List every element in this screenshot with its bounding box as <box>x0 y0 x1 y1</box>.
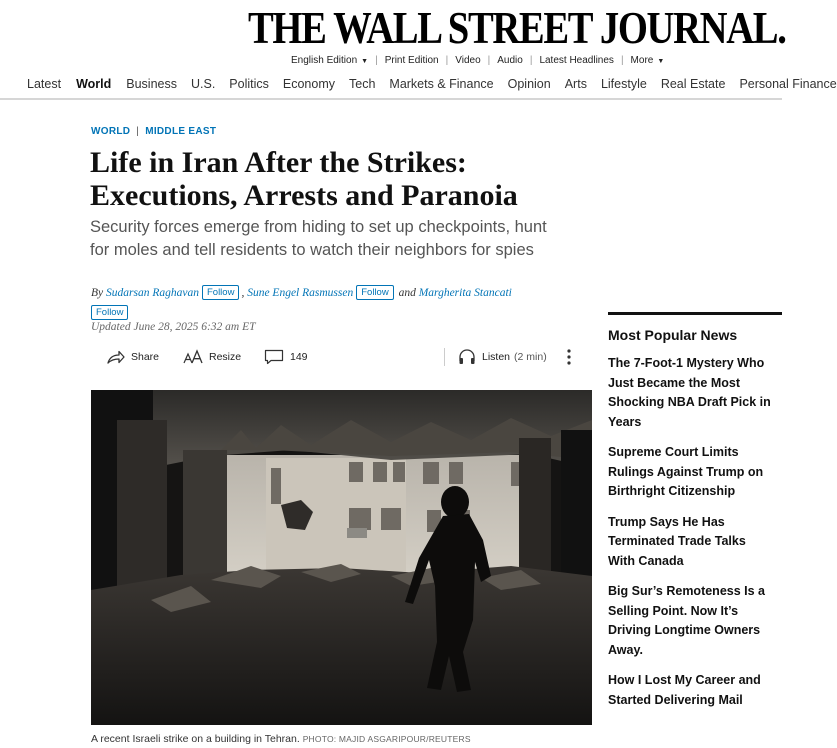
follow-button-3[interactable]: Follow <box>91 305 128 320</box>
latest-headlines-link[interactable]: Latest Headlines <box>539 54 614 66</box>
nav-item-markets-finance[interactable]: Markets & Finance <box>389 77 494 91</box>
follow-button-2[interactable]: Follow <box>356 285 393 300</box>
byline-and: and <box>398 287 416 299</box>
edition-selector[interactable] <box>291 55 368 66</box>
article-photo[interactable] <box>91 390 592 725</box>
caption-text: A recent Israeli strike on a building in Tehran. <box>91 733 300 745</box>
comment-count: 149 <box>290 351 308 363</box>
utility-divider: | <box>487 54 491 66</box>
edition-label: English Edition <box>291 54 358 66</box>
toolbar-divider <box>444 348 445 366</box>
audio-link[interactable]: Audio <box>497 54 523 66</box>
nav-item-politics[interactable]: Politics <box>229 77 269 91</box>
nav-item-world[interactable]: World <box>76 77 112 91</box>
nav-item-personal-finance[interactable]: Personal Finance <box>739 77 837 91</box>
text-resize-icon <box>183 350 203 364</box>
wsj-logo[interactable]: THE WALL STREET JOURNAL. <box>248 2 786 53</box>
share-button[interactable] <box>107 344 159 370</box>
vertical-ellipsis-icon <box>566 348 572 366</box>
nav-item-opinion[interactable]: Opinion <box>507 77 551 91</box>
byline-comma: , <box>241 287 245 299</box>
article-headline <box>90 146 570 212</box>
popular-item-2[interactable]: Supreme Court Limits Rulings Against Trump on Birthright Citizenship <box>608 445 764 498</box>
nav-item-business[interactable]: Business <box>126 77 177 91</box>
utility-divider: | <box>529 54 533 66</box>
utility-divider: | <box>620 54 624 66</box>
share-label: Share <box>131 351 160 363</box>
byline-prefix: By <box>91 287 104 299</box>
kicker-subsection-link[interactable]: MIDDLE EAST <box>145 126 217 137</box>
kicker-divider: | <box>136 126 140 137</box>
more-label: More <box>630 54 654 66</box>
byline <box>91 283 571 323</box>
utility-divider: | <box>445 54 449 66</box>
more-options-button[interactable] <box>566 344 578 370</box>
nav-item-real-estate[interactable]: Real Estate <box>660 77 726 91</box>
sidebar-title: Most Popular News <box>608 327 738 343</box>
more-menu[interactable] <box>631 55 665 66</box>
comments-button[interactable] <box>264 344 308 370</box>
headphones-icon <box>458 349 476 365</box>
headline-line-1: Life in Iran After the Strikes: <box>90 146 467 179</box>
author-link-3[interactable]: Margherita Stancati <box>418 287 512 299</box>
article-kicker <box>91 126 216 137</box>
share-icon <box>107 350 125 364</box>
listen-duration: (2 min) <box>514 351 547 363</box>
author-link-1[interactable]: Sudarsan Raghavan <box>106 287 199 299</box>
most-popular-sidebar <box>608 312 782 710</box>
author-link-2[interactable]: Sune Engel Rasmussen <box>247 287 354 299</box>
resize-button[interactable] <box>183 344 241 370</box>
resize-label: Resize <box>209 351 242 363</box>
caret-down-icon: ▼ <box>657 57 665 65</box>
follow-button-1[interactable]: Follow <box>202 285 239 300</box>
popular-item-5[interactable]: How I Lost My Career and Started Delivering Mail <box>608 673 761 707</box>
article-toolbar <box>91 344 581 370</box>
comment-icon <box>264 349 284 365</box>
caret-down-icon: ▼ <box>361 57 369 65</box>
popular-item-3[interactable]: Trump Says He Has Terminated Trade Talks With Canada <box>608 514 746 568</box>
popular-item-1[interactable]: The 7-Foot-1 Mystery Who Just Became the Most Shocking NBA Draft Pick in Years <box>608 356 771 429</box>
utility-bar <box>291 53 664 67</box>
nav-item-us[interactable]: U.S. <box>190 77 216 91</box>
nav-item-latest[interactable]: Latest <box>27 77 62 91</box>
nav-item-tech[interactable]: Tech <box>349 77 376 91</box>
sidebar-top-rule <box>608 312 782 315</box>
nav-item-economy[interactable]: Economy <box>282 77 335 91</box>
nav-item-lifestyle[interactable]: Lifestyle <box>600 77 647 91</box>
updated-timestamp: Updated June 28, 2025 6:32 am ET <box>91 321 256 333</box>
photo-caption <box>91 733 471 745</box>
listen-button[interactable] <box>458 344 547 370</box>
headline-line-2: Executions, Arrests and Paranoia <box>90 179 518 212</box>
kicker-section-link[interactable]: WORLD <box>91 126 131 137</box>
destroyed-building-photo <box>91 390 592 725</box>
photo-credit: PHOTO: MAJID ASGARIPOUR/REUTERS <box>302 734 471 744</box>
print-edition-link[interactable]: Print Edition <box>384 54 439 66</box>
nav-item-arts[interactable]: Arts <box>564 77 587 91</box>
video-link[interactable]: Video <box>455 54 481 66</box>
section-nav <box>0 70 837 100</box>
listen-label: Listen <box>482 351 511 363</box>
article-dek: Security forces emerge from hiding to set up checkpoints, hunt for moles and tell residents to watch their neighbors for spies <box>90 218 547 259</box>
popular-item-4[interactable]: Big Sur’s Remoteness Is a Selling Point. Now It’s Driving Longtime Owners Away. <box>608 584 766 657</box>
utility-divider: | <box>375 54 378 66</box>
